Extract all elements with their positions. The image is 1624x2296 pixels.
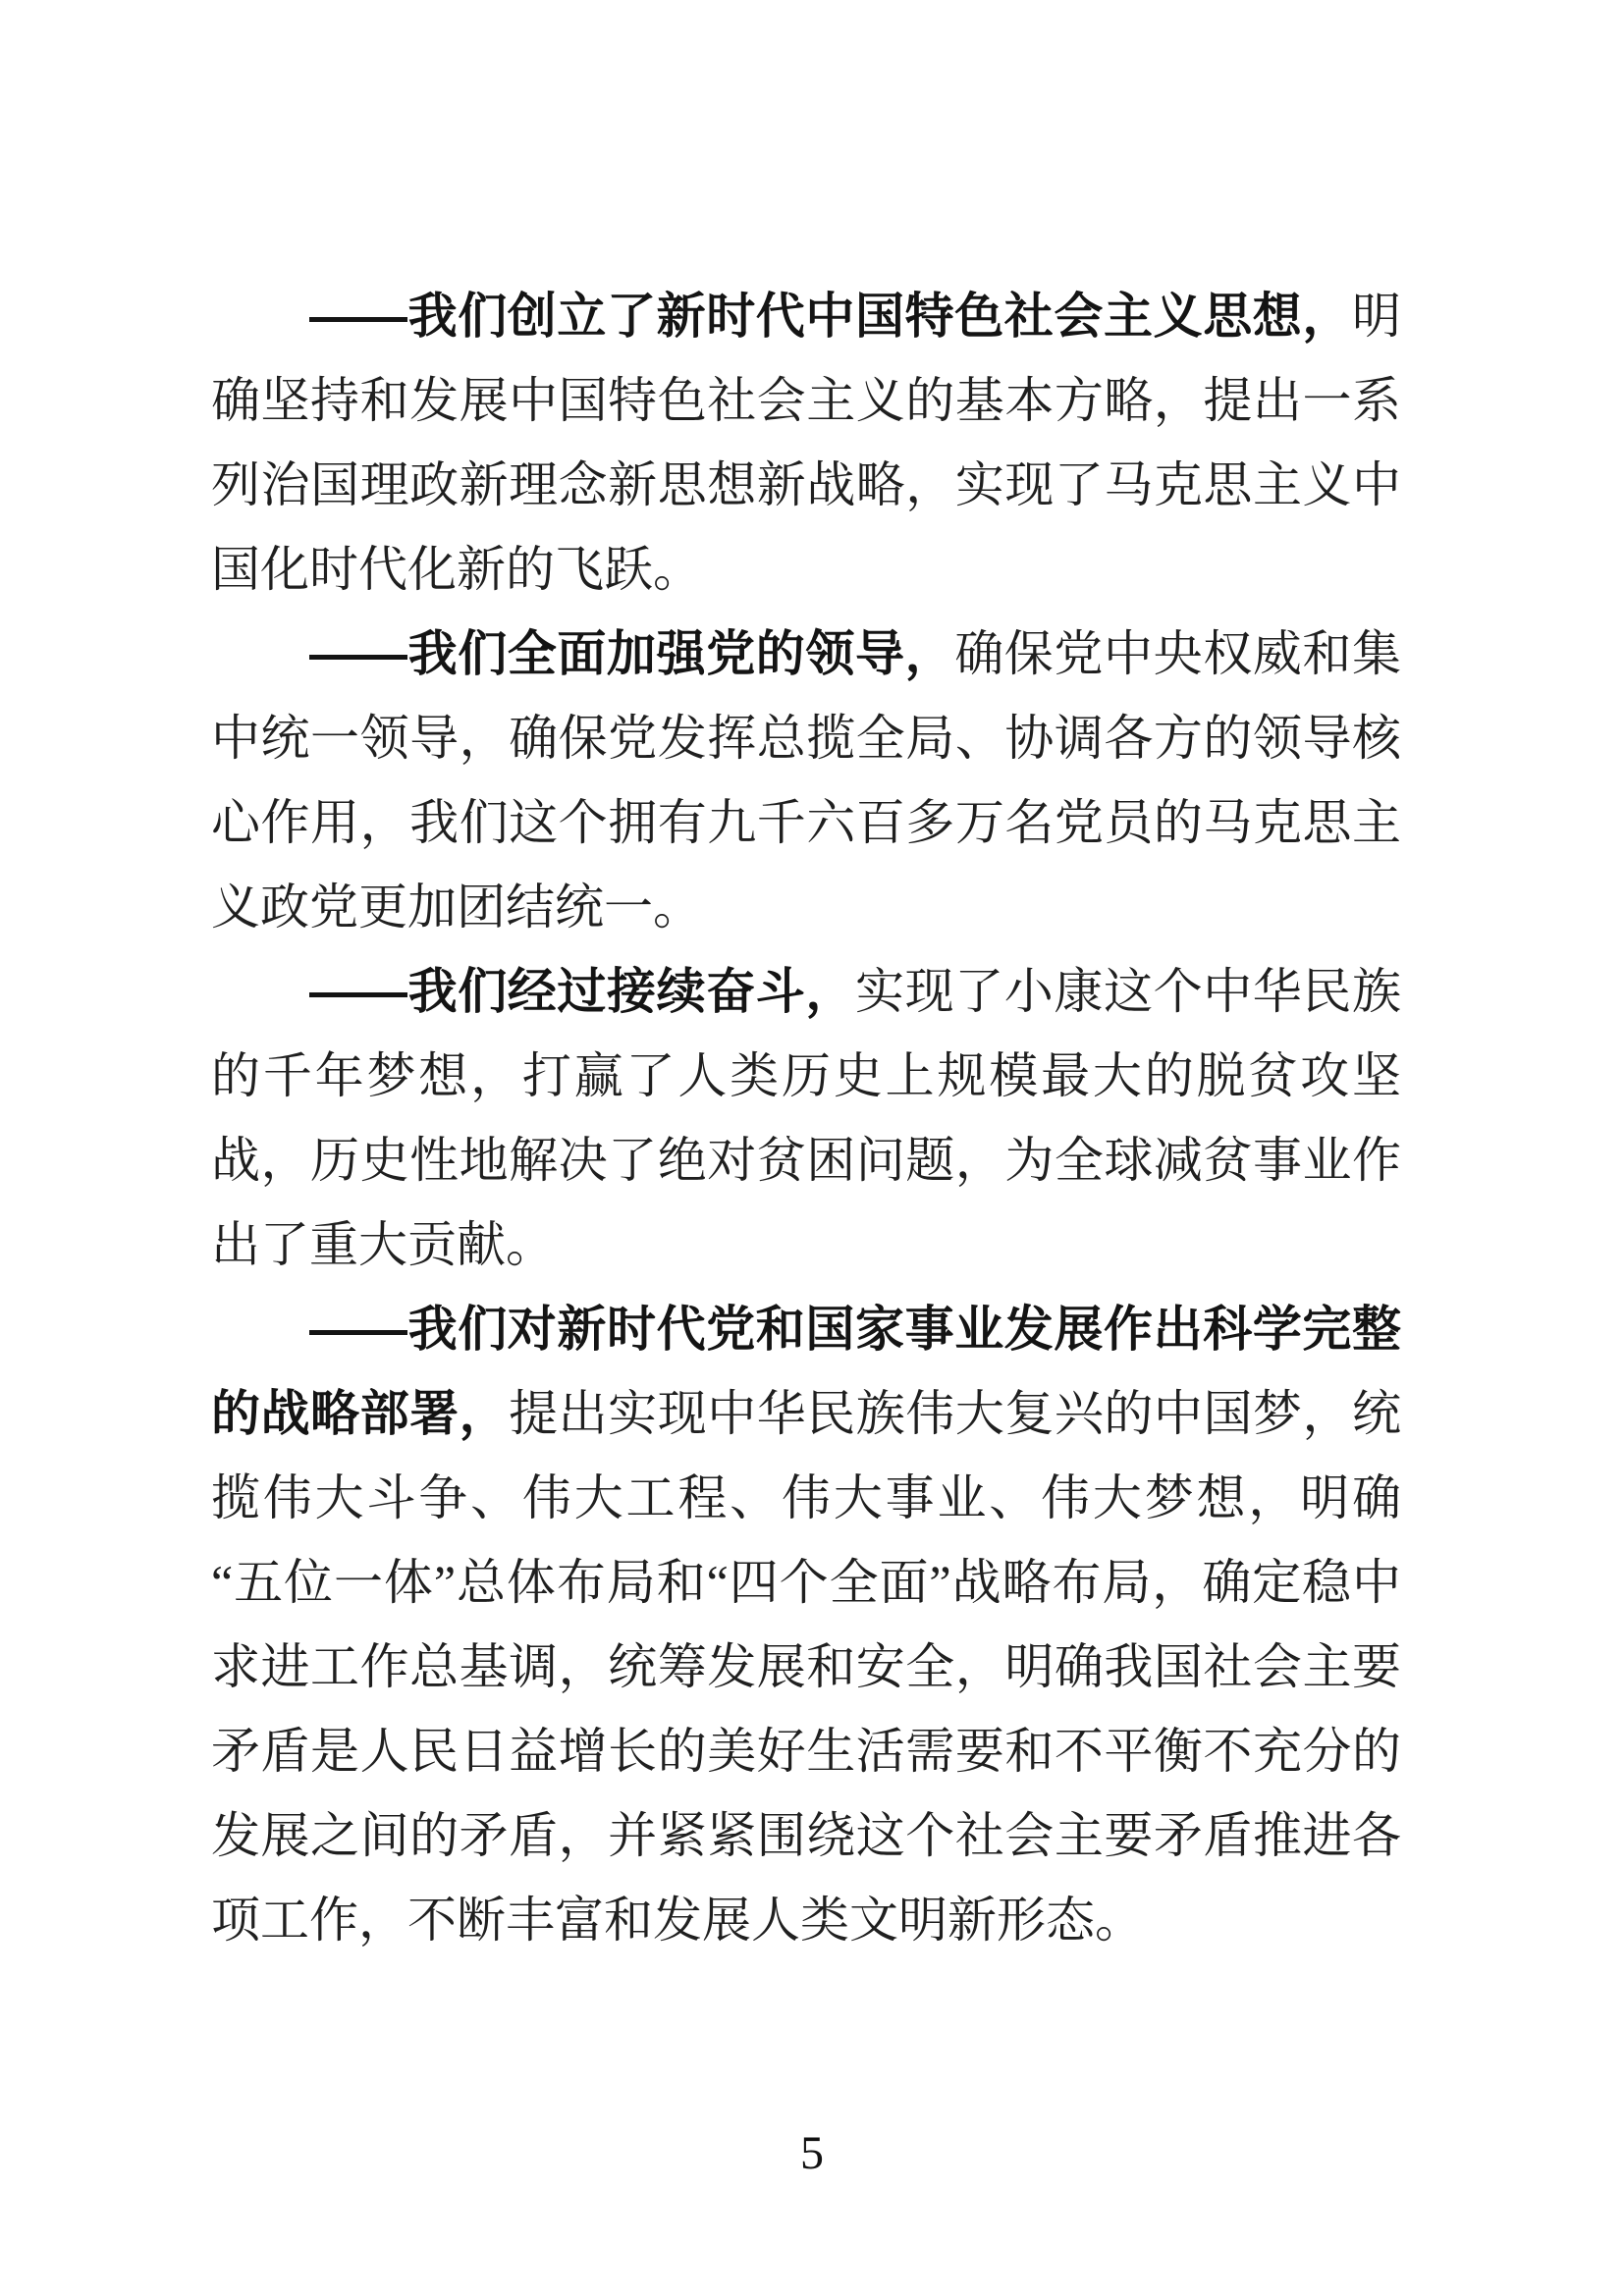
paragraph-lead-bold: ——我们对新时代党和国家事业发展作出科学完整的战略部署， (211, 1302, 1401, 1441)
paragraph-body: 提出实现中华民族伟大复兴的中国梦，统揽伟大斗争、伟大工程、伟大事业、伟大梦想，明确“五位一体”总体布局和“四个全面”战略布局，确定稳中求进工作总基调，统筹发展和安全，明确我国社会主要矛盾是人民日益增长的美好生活需要和不平衡不充分的发展之间的矛盾，并紧紧围绕这个社会主要矛盾推进各项工作，不断丰富和发展人类文明新形态。 (211, 1386, 1402, 1948)
paragraph (211, 612, 1401, 949)
document-text-block (211, 274, 1401, 1962)
paragraph-lead-bold: ——我们全面加强党的领导， (309, 626, 955, 681)
page-number: 5 (800, 2127, 824, 2179)
paragraph (211, 1287, 1401, 1962)
paragraph (211, 274, 1401, 612)
paragraph-lead-bold: ——我们经过接续奋斗， (309, 964, 855, 1019)
paragraph-body: 确保党中央权威和集中统一领导，确保党发挥总揽全局、协调各方的领导核心作用，我们这个拥有九千六百多万名党员的马克思主义政党更加团结统一。 (211, 626, 1402, 934)
paragraph (211, 949, 1401, 1287)
paragraph-body: 明确坚持和发展中国特色社会主义的基本方略，提出一系列治国理政新理念新思想新战略，实现了马克思主义中国化时代化新的飞跃。 (211, 289, 1401, 597)
paragraph-lead-bold: ——我们创立了新时代中国特色社会主义思想， (309, 289, 1352, 344)
paragraph-body: 实现了小康这个中华民族的千年梦想，打赢了人类历史上规模最大的脱贫攻坚战，历史性地解决了绝对贫困问题，为全球减贫事业作出了重大贡献。 (211, 964, 1401, 1272)
